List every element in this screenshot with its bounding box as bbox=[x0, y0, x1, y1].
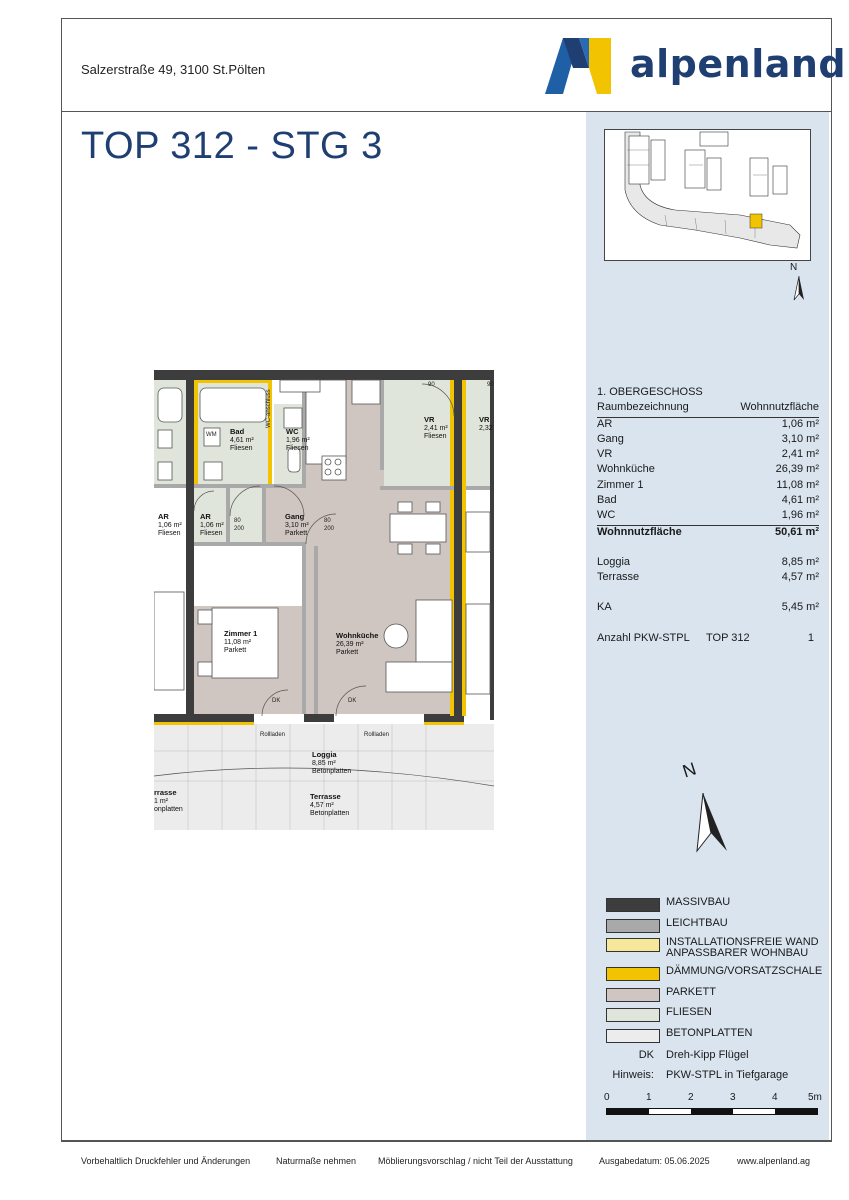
room-row bbox=[597, 509, 819, 524]
alpenland-logo bbox=[545, 36, 847, 96]
footer-furniture-note: Möblierungsvorschlag / nicht Teil der Ausstattung bbox=[378, 1156, 573, 1166]
plan-label-vr-neighbour: VR 2,32 bbox=[479, 415, 493, 432]
address: Salzerstraße 49, 3100 St.Pölten bbox=[81, 62, 266, 77]
legend-swatch bbox=[606, 967, 660, 981]
compass-arrow-icon bbox=[695, 793, 729, 855]
parking-count: 1 bbox=[807, 631, 814, 644]
keyplan bbox=[604, 129, 811, 261]
outdoor-area: 8,85 m² bbox=[781, 555, 819, 568]
plan-label-ar: AR 1,06 m² Fliesen bbox=[200, 512, 224, 537]
footer-issue-date: Ausgabedatum: 05.06.2025 bbox=[599, 1156, 710, 1166]
room-area: 2,41 m² bbox=[781, 448, 819, 461]
plan-label-vr: VR 2,41 m² Fliesen bbox=[424, 415, 448, 440]
col-area-header: Wohnnutzfläche bbox=[740, 401, 819, 414]
legend-note-key: Hinweis: bbox=[612, 1069, 654, 1081]
scale-tick-label: 3 bbox=[730, 1092, 736, 1103]
room-name: Wohnküche bbox=[597, 463, 655, 476]
outdoor-name: Loggia bbox=[597, 555, 631, 568]
floor-label: 1. OBERGESCHOSS bbox=[597, 386, 703, 398]
scale-tick-label: 4 bbox=[772, 1092, 778, 1103]
scale-tick-label: 2 bbox=[688, 1092, 694, 1103]
room-row bbox=[597, 479, 819, 494]
total-label: Wohnnutzfläche bbox=[597, 525, 682, 538]
plan-label-bad: Bad 4,61 m² Fliesen bbox=[230, 427, 254, 452]
plan-install-note: WC-anschluss bbox=[266, 389, 272, 428]
plan-label-terrasse: Terrasse 4,57 m² Betonplatten bbox=[310, 792, 350, 817]
room-area: 3,10 m² bbox=[781, 432, 819, 445]
storage-row bbox=[597, 601, 819, 616]
room-row bbox=[597, 448, 819, 463]
plan-label-wm: WM bbox=[206, 432, 217, 438]
storage-area: 5,45 m² bbox=[781, 601, 819, 614]
logo-text: alpenland bbox=[630, 42, 847, 86]
footer-disclaimer: Vorbehaltlich Druckfehler und Änderungen bbox=[81, 1156, 251, 1166]
plan-label-wc: WC 1,96 m² Fliesen bbox=[286, 427, 310, 452]
room-rows bbox=[597, 418, 819, 525]
room-name: Gang bbox=[597, 432, 624, 445]
plan-label-dk: DK bbox=[272, 698, 281, 704]
legend-label: MASSIVBAU bbox=[666, 896, 731, 908]
compass-north-label: N bbox=[680, 758, 699, 782]
room-name: AR bbox=[597, 417, 613, 430]
parking-label: Anzahl PKW-STPL bbox=[597, 631, 690, 644]
plan-dim-80: 80 bbox=[324, 518, 331, 524]
legend-swatch bbox=[606, 1008, 660, 1022]
room-row bbox=[597, 494, 819, 509]
legend-note-value: PKW-STPL in Tiefgarage bbox=[666, 1069, 789, 1081]
plan-dim-80: 80 bbox=[234, 518, 241, 524]
legend-label: DÄMMUNG/VORSATZSCHALE bbox=[666, 965, 823, 977]
plan-dim-200: 200 bbox=[234, 526, 245, 532]
area-table bbox=[597, 386, 819, 647]
parking-top: TOP 312 bbox=[706, 631, 750, 644]
floor-plan bbox=[154, 356, 494, 830]
plan-dim-90: 90 bbox=[428, 382, 435, 388]
plan-label-ar-neighbour: AR 1,06 m² Fliesen bbox=[158, 512, 182, 537]
room-area: 26,39 m² bbox=[775, 463, 819, 476]
total-value: 50,61 m² bbox=[774, 525, 819, 538]
total-row bbox=[597, 525, 819, 542]
plan-label-dk: DK bbox=[348, 698, 357, 704]
room-row bbox=[597, 418, 819, 433]
outdoor-area: 4,57 m² bbox=[781, 570, 819, 583]
legend-swatch bbox=[606, 988, 660, 1002]
outdoor-row bbox=[597, 571, 819, 586]
scale-tick-label: 0 bbox=[604, 1092, 610, 1103]
keyplan-north-arrow-icon bbox=[793, 276, 805, 302]
scale-tick-label: 5m bbox=[808, 1092, 822, 1103]
legend-swatch bbox=[606, 919, 660, 933]
outdoor-name: Terrasse bbox=[597, 570, 640, 583]
legend-note-key: DK bbox=[638, 1049, 654, 1061]
room-name: VR bbox=[597, 448, 613, 461]
storage-name: KA bbox=[597, 601, 612, 614]
plan-label-loggia: Loggia 8,85 m² Betonplatten bbox=[312, 750, 352, 775]
col-room-header: Raumbezeichnung bbox=[597, 401, 689, 414]
legend-swatch bbox=[606, 938, 660, 952]
plan-dim-90: 90 bbox=[487, 382, 494, 388]
scale-bar bbox=[604, 1092, 822, 1122]
room-area: 4,61 m² bbox=[781, 494, 819, 507]
logo-mark-icon bbox=[545, 36, 615, 96]
legend-label: BETONPLATTEN bbox=[666, 1027, 753, 1039]
legend-label: LEICHTBAU bbox=[666, 917, 728, 929]
plan-label-gang: Gang 3,10 m² Parkett bbox=[285, 512, 309, 537]
room-area: 11,08 m² bbox=[776, 478, 819, 491]
legend-label: PARKETT bbox=[666, 986, 716, 998]
plan-label-wohnkueche: Wohnküche 26,39 m² Parkett bbox=[336, 631, 379, 656]
scale-tick-label: 1 bbox=[646, 1092, 652, 1103]
room-name: Bad bbox=[597, 494, 617, 507]
legend-note-value: Dreh-Kipp Flügel bbox=[666, 1049, 749, 1061]
page-title: TOP 312 - STG 3 bbox=[81, 125, 383, 167]
parking-row bbox=[597, 632, 819, 647]
room-area: 1,96 m² bbox=[781, 509, 819, 522]
room-row bbox=[597, 463, 819, 478]
outdoor-row bbox=[597, 556, 819, 571]
legend-swatch bbox=[606, 1029, 660, 1043]
legend-label: FLIESEN bbox=[666, 1006, 712, 1018]
room-area: 1,06 m² bbox=[781, 417, 819, 430]
room-name: Zimmer 1 bbox=[597, 478, 644, 491]
legend-swatch bbox=[606, 898, 660, 912]
plan-label-zimmer: Zimmer 1 11,08 m² Parkett bbox=[224, 629, 258, 654]
plan-label-rollladen: Rollladen bbox=[260, 732, 286, 738]
keyplan-map bbox=[605, 130, 810, 260]
room-name: WC bbox=[597, 509, 616, 522]
keyplan-north-label: N bbox=[790, 262, 798, 273]
plan-label-rollladen: Rollladen bbox=[364, 732, 390, 738]
legend-label: INSTALLATIONSFREIE WAND ANPASSBARER WOHNBAU bbox=[666, 936, 819, 959]
plan-label-terrasse-neighbour: rrasse 1 m² onplatten bbox=[154, 788, 183, 813]
footer-website-link[interactable]: www.alpenland.ag bbox=[737, 1156, 811, 1166]
plan-dim-200: 200 bbox=[324, 526, 335, 532]
footer-measure-note: Naturmaße nehmen bbox=[276, 1156, 357, 1166]
room-row bbox=[597, 433, 819, 448]
footer-divider bbox=[61, 1140, 831, 1141]
